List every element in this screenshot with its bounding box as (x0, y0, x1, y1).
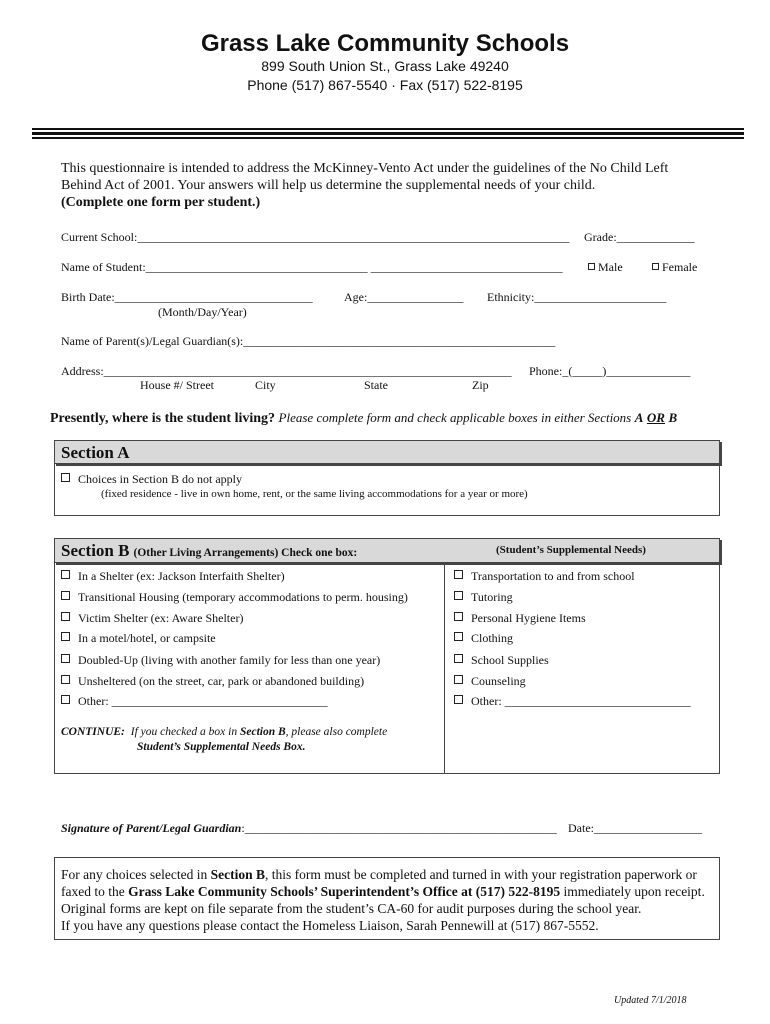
arrangement-option[interactable]: In a Shelter (ex: Jackson Interfaith Shelter) (61, 569, 285, 584)
updated-date: Updated 7/1/2018 (614, 995, 687, 1006)
checkbox-icon (454, 675, 463, 684)
arrangement-other[interactable]: Other: ____________________________________ (61, 694, 328, 709)
need-option[interactable]: Counseling (454, 674, 526, 689)
current-school-field[interactable]: Current School:________________________________________________________________________ (61, 230, 570, 244)
checkbox-icon (454, 612, 463, 621)
school-name: Grass Lake Community Schools (200, 30, 570, 57)
checkbox-icon (588, 263, 595, 270)
arrangement-option[interactable]: Transitional Housing (temporary accommodations to perm. housing) (61, 590, 408, 605)
school-address: 899 South Union St., Grass Lake 49240 (261, 58, 509, 74)
section-b-title: Section B (Other Living Arrangements) Check one box: (61, 541, 358, 560)
need-option[interactable]: Tutoring (454, 590, 513, 605)
grade-field[interactable]: Grade:_____________ (584, 230, 695, 244)
checkbox-icon (454, 654, 463, 663)
intro-text: This questionnaire is intended to address the McKinney-Vento Act under the guidelines of the No Child Left Behind Act of 2001. Your answers will help us determine the supplemental needs of your child. (Complete one form per student.) (61, 161, 669, 210)
arrangement-option[interactable]: In a motel/hotel, or campsite (61, 631, 216, 646)
birth-date-field[interactable]: Birth Date:_________________________________ (61, 290, 313, 304)
student-name-field[interactable]: Name of Student:_____________________________________ ________________________________ (61, 260, 563, 274)
section-b-divider (444, 563, 445, 774)
checkbox-icon (454, 591, 463, 600)
arrangement-option[interactable]: Doubled-Up (living with another family for less than one year) (61, 653, 380, 668)
address-state-label: State (364, 378, 388, 392)
age-field[interactable]: Age:________________ (344, 290, 464, 304)
header-rule-2 (32, 132, 744, 135)
needs-title: (Student’s Supplemental Needs) (496, 544, 646, 556)
checkbox-icon (61, 570, 70, 579)
need-other[interactable]: Other: _______________________________ (454, 694, 691, 709)
female-checkbox[interactable]: Female (652, 260, 697, 275)
notice-text: For any choices selected in Section B, this form must be completed and turned in with your registration paperwork or faxed to the Grass Lake Community Schools’ Superintendent’s Office at (517) 522-8195 immediately upon receipt. Original forms are kept on file separate from the student’s CA-60 for audit purposes during the school year. If you have any questions please contact the Homeless Liaison, Sarah Pennewill at (517) 867-5552. (61, 867, 705, 933)
guardian-field[interactable]: Name of Parent(s)/Legal Guardian(s):____________________________________________________ (61, 334, 556, 348)
checkbox-icon (61, 612, 70, 621)
need-option[interactable]: School Supplies (454, 653, 549, 668)
checkbox-icon (61, 654, 70, 663)
address-city-label: City (255, 378, 276, 392)
checkbox-icon (61, 591, 70, 600)
living-question: Presently, where is the student living? Please complete form and check applicable boxes in either Sections A OR B (50, 410, 678, 426)
header-rule-3 (32, 137, 744, 139)
need-option[interactable]: Transportation to and from school (454, 569, 635, 584)
arrangement-option[interactable]: Victim Shelter (ex: Aware Shelter) (61, 611, 243, 626)
male-checkbox[interactable]: Male (588, 260, 623, 275)
checkbox-icon (454, 570, 463, 579)
checkbox-icon (652, 263, 659, 270)
date-field[interactable]: Date:__________________ (568, 821, 702, 835)
checkbox-icon (61, 632, 70, 641)
signature-field[interactable]: Signature of Parent/Legal Guardian:____________________________________________________ (61, 821, 557, 835)
checkbox-icon (454, 632, 463, 641)
section-a-note: (fixed residence - live in own home, rent, or the same living accommodations for a year or more) (101, 488, 528, 500)
continue-note-line2: Student’s Supplemental Needs Box. (137, 741, 306, 753)
date-format-hint: (Month/Day/Year) (158, 305, 247, 319)
arrangement-option[interactable]: Unsheltered (on the street, car, park or abandoned building) (61, 674, 364, 689)
ethnicity-field[interactable]: Ethnicity:______________________ (487, 290, 667, 304)
address-field[interactable]: Address:____________________________________________________________________ (61, 364, 512, 378)
need-option[interactable]: Clothing (454, 631, 513, 646)
checkbox-icon (61, 473, 70, 482)
school-phone-fax: Phone (517) 867-5540 · Fax (517) 522-8195 (247, 77, 523, 93)
continue-note: CONTINUE: If you checked a box in Section B, please also complete (61, 726, 388, 738)
checkbox-icon (61, 675, 70, 684)
section-a-title: Section A (61, 443, 130, 462)
section-a-option[interactable]: Choices in Section B do not apply (61, 472, 242, 487)
need-option[interactable]: Personal Hygiene Items (454, 611, 586, 626)
address-zip-label: Zip (472, 378, 489, 392)
address-house-label: House #/ Street (140, 378, 214, 392)
section-a-header (54, 440, 720, 464)
checkbox-icon (454, 695, 463, 704)
header-rule-1 (32, 128, 744, 130)
checkbox-icon (61, 695, 70, 704)
phone-field[interactable]: Phone:_(_____)______________ (529, 364, 691, 378)
